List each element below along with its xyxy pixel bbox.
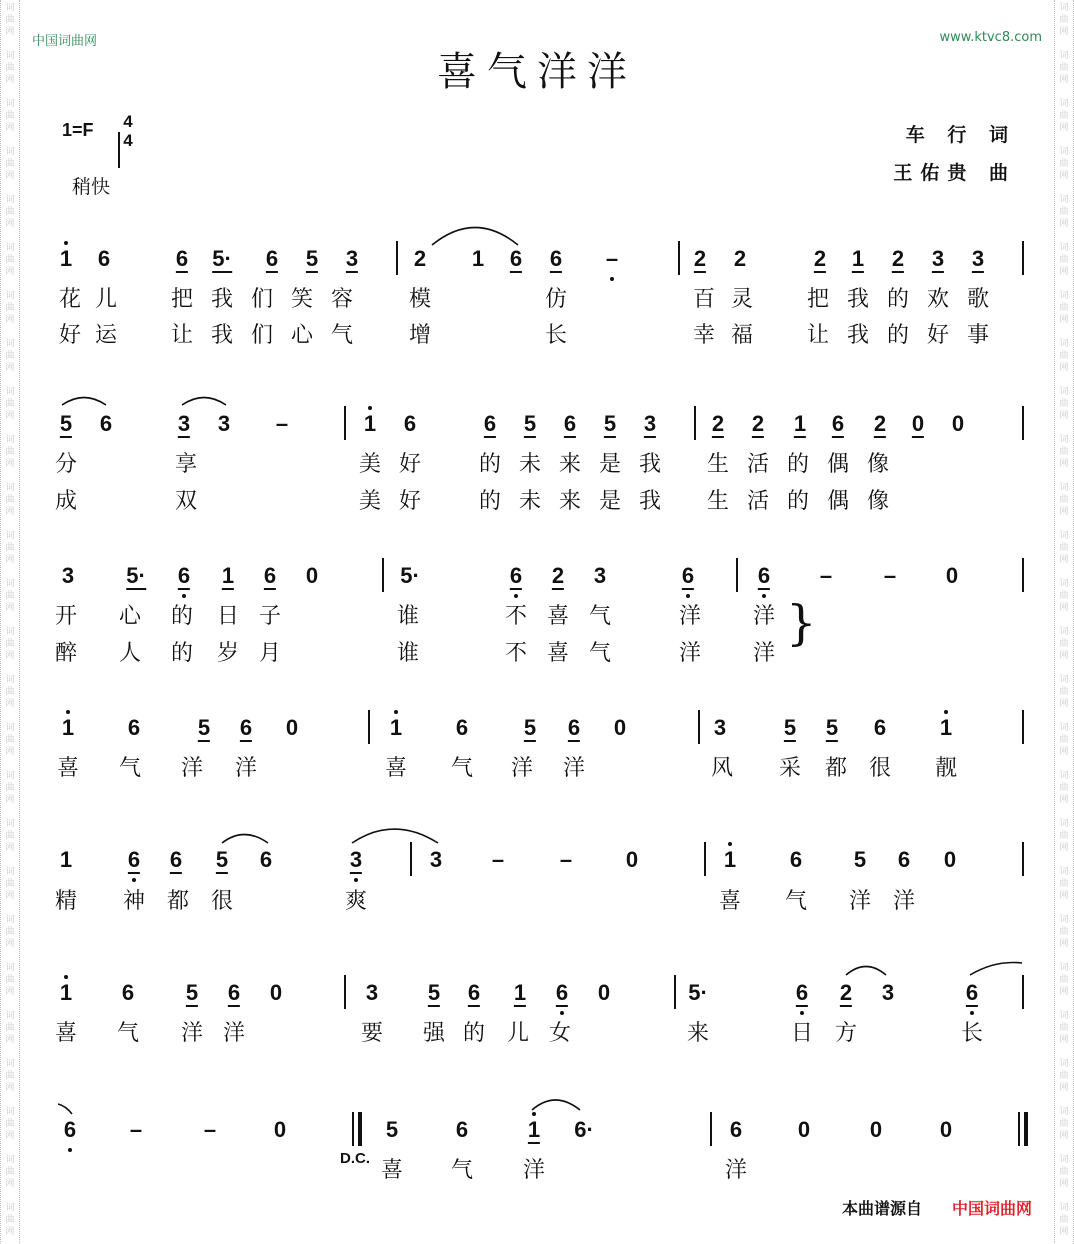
lyric: 像 bbox=[866, 452, 890, 477]
barline bbox=[704, 842, 706, 876]
verse-brace: } bbox=[786, 595, 817, 651]
footer-source-site[interactable]: 中国词曲网 bbox=[952, 1199, 1033, 1218]
slur bbox=[182, 398, 226, 406]
note: 1 bbox=[851, 246, 865, 271]
note: 3 bbox=[643, 411, 657, 436]
note: 6 bbox=[555, 980, 569, 1005]
note: 1 bbox=[389, 715, 403, 740]
note: 2 bbox=[813, 246, 827, 271]
note: 2 bbox=[751, 411, 765, 436]
lyric: 气 bbox=[588, 641, 612, 666]
lyricist-credit: 车 行 词 bbox=[905, 124, 1016, 146]
lyric: 偶 bbox=[826, 489, 850, 514]
note: 6 bbox=[177, 563, 191, 588]
barline bbox=[678, 241, 680, 275]
barline bbox=[698, 710, 700, 744]
note: 5 bbox=[185, 980, 199, 1005]
note: 3 bbox=[217, 411, 231, 436]
note: 5· bbox=[688, 980, 708, 1005]
lyric: 要 bbox=[360, 1021, 384, 1046]
note: 5 bbox=[825, 715, 839, 740]
lyric: 好 bbox=[398, 489, 422, 514]
note: 6 bbox=[795, 980, 809, 1005]
note: 1 bbox=[471, 246, 485, 271]
barline bbox=[710, 1112, 712, 1146]
note: 3 bbox=[177, 411, 191, 436]
barline bbox=[382, 558, 384, 592]
note: 0 bbox=[305, 563, 319, 588]
song-title: 喜气洋洋 bbox=[437, 49, 637, 95]
lyric: 像 bbox=[866, 489, 890, 514]
lyric: 精 bbox=[54, 889, 78, 914]
note: 6 bbox=[403, 411, 417, 436]
lyric: 好 bbox=[926, 323, 950, 348]
note: 5· bbox=[212, 246, 232, 271]
note: 1 bbox=[59, 246, 73, 271]
lyric: 偶 bbox=[826, 452, 850, 477]
lyric: 喜 bbox=[54, 1021, 78, 1046]
key-signature: 1=F bbox=[62, 120, 94, 140]
lyric: 是 bbox=[598, 452, 622, 477]
note: 0 bbox=[951, 411, 965, 436]
note: – bbox=[129, 1117, 143, 1142]
lyric: 我 bbox=[846, 323, 870, 348]
low-octave-dot bbox=[800, 1011, 804, 1015]
high-octave-dot bbox=[394, 710, 398, 714]
lyric: 把 bbox=[170, 287, 194, 312]
note: 2 bbox=[873, 411, 887, 436]
lyric: 幸 bbox=[692, 323, 716, 348]
note: 6 bbox=[127, 715, 141, 740]
lyric: 的 bbox=[170, 641, 194, 666]
lyric: 洋 bbox=[724, 1158, 748, 1183]
note: 6 bbox=[263, 563, 277, 588]
tempo-marking: 稍快 bbox=[72, 176, 111, 198]
low-octave-dot bbox=[560, 1011, 564, 1015]
lyric: 模 bbox=[408, 287, 432, 312]
lyric: 不 bbox=[504, 641, 528, 666]
lyric: 双 bbox=[174, 489, 198, 514]
note: 6 bbox=[509, 246, 523, 271]
lyric: 的 bbox=[478, 489, 502, 514]
lyric: 月 bbox=[258, 641, 282, 666]
note: 0 bbox=[939, 1117, 953, 1142]
lyric: 洋 bbox=[752, 641, 776, 666]
lyric: 未 bbox=[518, 489, 542, 514]
low-octave-dot bbox=[970, 1011, 974, 1015]
lyric: 长 bbox=[544, 323, 568, 348]
note: 1 bbox=[61, 715, 75, 740]
barline bbox=[694, 406, 696, 440]
lyric: 活 bbox=[746, 452, 770, 477]
note: 6 bbox=[455, 1117, 469, 1142]
low-octave-dot bbox=[182, 594, 186, 598]
lyric: 欢 bbox=[926, 287, 950, 312]
low-octave-dot bbox=[686, 594, 690, 598]
note: – bbox=[819, 563, 833, 588]
lyric: 洋 bbox=[222, 1021, 246, 1046]
barline bbox=[1022, 975, 1024, 1009]
lyric: 生 bbox=[706, 489, 730, 514]
note: 6 bbox=[757, 563, 771, 588]
note: – bbox=[605, 246, 619, 271]
barline bbox=[1022, 710, 1024, 744]
footer-source-label: 本曲谱源自 bbox=[842, 1199, 923, 1218]
lyric: 事 bbox=[966, 323, 990, 348]
lyric: 喜 bbox=[384, 756, 408, 781]
lyric: 好 bbox=[398, 452, 422, 477]
note: 2 bbox=[413, 246, 427, 271]
lyric: 喜 bbox=[718, 889, 742, 914]
lyric: 强 bbox=[422, 1021, 446, 1046]
note: 5 bbox=[853, 847, 867, 872]
lyric: 岁 bbox=[216, 641, 240, 666]
low-octave-dot bbox=[354, 878, 358, 882]
lyric: 歌 bbox=[966, 287, 990, 312]
note: 1 bbox=[221, 563, 235, 588]
note: 6 bbox=[121, 980, 135, 1005]
slur bbox=[352, 829, 438, 843]
note: 6 bbox=[97, 246, 111, 271]
lyric: 气 bbox=[118, 756, 142, 781]
lyric: 把 bbox=[806, 287, 830, 312]
composer-credit: 王佑贵 曲 bbox=[893, 162, 1016, 184]
note: 6 bbox=[455, 715, 469, 740]
note: 6 bbox=[897, 847, 911, 872]
note: 1 bbox=[513, 980, 527, 1005]
lyric: 享 bbox=[174, 452, 198, 477]
lyric: 美 bbox=[358, 452, 382, 477]
note: 0 bbox=[269, 980, 283, 1005]
lyric: 来 bbox=[686, 1021, 710, 1046]
lyric: 洋 bbox=[678, 641, 702, 666]
low-octave-dot bbox=[68, 1148, 72, 1152]
lyric: 神 bbox=[122, 889, 146, 914]
lyric: 洋 bbox=[234, 756, 258, 781]
high-octave-dot bbox=[944, 710, 948, 714]
note: 6 bbox=[99, 411, 113, 436]
note: 6 bbox=[681, 563, 695, 588]
note: 0 bbox=[597, 980, 611, 1005]
time-signature-bottom: 4 bbox=[123, 131, 133, 150]
lyric: 谁 bbox=[396, 604, 420, 629]
note: 2 bbox=[711, 411, 725, 436]
note: 5· bbox=[400, 563, 420, 588]
lyric: 笑 bbox=[290, 287, 314, 312]
lyric: 喜 bbox=[546, 604, 570, 629]
barline bbox=[674, 975, 676, 1009]
barline bbox=[368, 710, 370, 744]
note: 3 bbox=[881, 980, 895, 1005]
note: 0 bbox=[943, 847, 957, 872]
note: 6 bbox=[259, 847, 273, 872]
note: 3 bbox=[365, 980, 379, 1005]
lyric: 来 bbox=[558, 489, 582, 514]
lyric: 的 bbox=[886, 323, 910, 348]
note: 6· bbox=[574, 1117, 594, 1142]
lyric: 子 bbox=[258, 604, 282, 629]
high-octave-dot bbox=[64, 241, 68, 245]
high-octave-dot bbox=[66, 710, 70, 714]
note: 6 bbox=[549, 246, 563, 271]
note: 0 bbox=[625, 847, 639, 872]
lyric: 喜 bbox=[380, 1158, 404, 1183]
note: 5 bbox=[197, 715, 211, 740]
lyric: 洋 bbox=[848, 889, 872, 914]
lyric: 成 bbox=[54, 489, 78, 514]
note: – bbox=[275, 411, 289, 436]
double-barline bbox=[1018, 1112, 1028, 1146]
lyric: 很 bbox=[868, 756, 892, 781]
lyric: 心 bbox=[290, 323, 314, 348]
barline bbox=[1022, 842, 1024, 876]
lyric: 的 bbox=[786, 489, 810, 514]
lyric: 容 bbox=[330, 287, 354, 312]
note: 3 bbox=[61, 563, 75, 588]
note: 3 bbox=[713, 715, 727, 740]
low-octave-dot bbox=[610, 277, 614, 281]
right-watermark-strip: 词 曲 网 词 曲 网 词 曲 网 词 曲 网 词 曲 网 词 曲 网 词 曲 网 词 曲 网 词 曲 网 词 曲 网 词 曲 网 词 曲 网 词 曲 网 词 曲 网 词 曲 网 词 曲 网 词 曲 网 词 曲 网 词 曲 网 词 曲 网 词 曲 网 词 曲 网 词 曲 网 词 曲 网 词 曲 网 词 曲 网 bbox=[1054, 0, 1074, 1244]
lyric: 们 bbox=[250, 287, 274, 312]
lyric: 爽 bbox=[344, 889, 368, 914]
double-barline bbox=[352, 1112, 362, 1146]
lyric: 洋 bbox=[678, 604, 702, 629]
note: 5 bbox=[523, 715, 537, 740]
note: 5 bbox=[427, 980, 441, 1005]
note: – bbox=[491, 847, 505, 872]
note: 0 bbox=[869, 1117, 883, 1142]
note: 6 bbox=[265, 246, 279, 271]
note: 6 bbox=[467, 980, 481, 1005]
note: 1 bbox=[59, 980, 73, 1005]
barline bbox=[736, 558, 738, 592]
lyric: 是 bbox=[598, 489, 622, 514]
note: 6 bbox=[227, 980, 241, 1005]
lyric: 福 bbox=[730, 323, 754, 348]
note: 3 bbox=[971, 246, 985, 271]
lyric: 女 bbox=[548, 1021, 572, 1046]
note: 1 bbox=[363, 411, 377, 436]
lyric: 人 bbox=[118, 641, 142, 666]
note: 1 bbox=[59, 847, 73, 872]
note: 0 bbox=[945, 563, 959, 588]
note: 5 bbox=[305, 246, 319, 271]
high-octave-dot bbox=[728, 842, 732, 846]
slur bbox=[222, 835, 268, 844]
note: 3 bbox=[345, 246, 359, 271]
lyric: 喜 bbox=[56, 756, 80, 781]
note: 6 bbox=[789, 847, 803, 872]
lyric: 不 bbox=[504, 604, 528, 629]
lyric: 气 bbox=[330, 323, 354, 348]
lyric: 花 bbox=[58, 287, 82, 312]
lyric: 都 bbox=[166, 889, 190, 914]
lyric: 气 bbox=[450, 756, 474, 781]
lyric: 洋 bbox=[562, 756, 586, 781]
note: 5 bbox=[523, 411, 537, 436]
lyric: 风 bbox=[710, 756, 734, 781]
note: 5 bbox=[215, 847, 229, 872]
lyric: 的 bbox=[478, 452, 502, 477]
site-name-left[interactable]: 中国词曲网 bbox=[32, 34, 98, 49]
time-signature-top: 4 bbox=[123, 112, 133, 131]
lyric: 我 bbox=[846, 287, 870, 312]
low-octave-dot bbox=[132, 878, 136, 882]
lyric: 让 bbox=[806, 323, 830, 348]
lyric: 洋 bbox=[510, 756, 534, 781]
note: 0 bbox=[911, 411, 925, 436]
lyric: 的 bbox=[170, 604, 194, 629]
lyric: 的 bbox=[886, 287, 910, 312]
note: – bbox=[559, 847, 573, 872]
note: 5 bbox=[783, 715, 797, 740]
lyric: 气 bbox=[784, 889, 808, 914]
slur bbox=[970, 963, 1022, 976]
note: 0 bbox=[285, 715, 299, 740]
note: 5· bbox=[126, 563, 146, 588]
lyric: 仿 bbox=[544, 287, 568, 312]
lyric: 未 bbox=[518, 452, 542, 477]
dc-marking: D.C. bbox=[340, 1150, 370, 1167]
lyric: 洋 bbox=[752, 604, 776, 629]
lyric: 的 bbox=[786, 452, 810, 477]
note: 1 bbox=[939, 715, 953, 740]
slur bbox=[58, 1104, 72, 1114]
note: 2 bbox=[551, 563, 565, 588]
note: 3 bbox=[429, 847, 443, 872]
high-octave-dot bbox=[368, 406, 372, 410]
lyric: 美 bbox=[358, 489, 382, 514]
note: 6 bbox=[509, 563, 523, 588]
high-octave-dot bbox=[532, 1112, 536, 1116]
slur bbox=[532, 1100, 580, 1110]
note: 1 bbox=[723, 847, 737, 872]
note: 5 bbox=[603, 411, 617, 436]
note: – bbox=[203, 1117, 217, 1142]
note: 6 bbox=[831, 411, 845, 436]
barline bbox=[1022, 241, 1024, 275]
slur bbox=[432, 228, 518, 246]
note: 0 bbox=[273, 1117, 287, 1142]
note: 3 bbox=[931, 246, 945, 271]
lyric: 洋 bbox=[892, 889, 916, 914]
lyric: 我 bbox=[210, 287, 234, 312]
lyric: 靓 bbox=[934, 756, 958, 781]
lyric: 儿 bbox=[94, 287, 118, 312]
note: 1 bbox=[793, 411, 807, 436]
time-signature bbox=[118, 112, 138, 150]
lyric: 洋 bbox=[180, 1021, 204, 1046]
lyric: 好 bbox=[58, 323, 82, 348]
note: 6 bbox=[239, 715, 253, 740]
lyric: 气 bbox=[116, 1021, 140, 1046]
barline bbox=[410, 842, 412, 876]
left-watermark-strip: 词 曲 网 词 曲 网 词 曲 网 词 曲 网 词 曲 网 词 曲 网 词 曲 网 词 曲 网 词 曲 网 词 曲 网 词 曲 网 词 曲 网 词 曲 网 词 曲 网 词 曲 网 词 曲 网 词 曲 网 词 曲 网 词 曲 网 词 曲 网 词 曲 网 词 曲 网 词 曲 网 词 曲 网 词 曲 网 词 曲 网 bbox=[0, 0, 20, 1244]
note: 1 bbox=[527, 1117, 541, 1142]
slur bbox=[62, 398, 106, 406]
note: 6 bbox=[965, 980, 979, 1005]
note: 5 bbox=[59, 411, 73, 436]
lyric: 洋 bbox=[180, 756, 204, 781]
note: 6 bbox=[483, 411, 497, 436]
note: 0 bbox=[797, 1117, 811, 1142]
lyric: 很 bbox=[210, 889, 234, 914]
lyric: 喜 bbox=[546, 641, 570, 666]
lyric: 方 bbox=[834, 1021, 858, 1046]
lyric: 采 bbox=[778, 756, 802, 781]
lyric: 我 bbox=[638, 452, 662, 477]
lyric: 我 bbox=[638, 489, 662, 514]
note: 6 bbox=[567, 715, 581, 740]
lyric: 活 bbox=[746, 489, 770, 514]
lyric: 分 bbox=[54, 452, 78, 477]
low-octave-dot bbox=[762, 594, 766, 598]
barline bbox=[344, 975, 346, 1009]
lyric: 醉 bbox=[54, 641, 78, 666]
note: 2 bbox=[693, 246, 707, 271]
lyric: 们 bbox=[250, 323, 274, 348]
lyric: 长 bbox=[960, 1021, 984, 1046]
lyric: 灵 bbox=[730, 287, 754, 312]
barline bbox=[1022, 406, 1024, 440]
slur bbox=[846, 967, 886, 976]
lyric: 让 bbox=[170, 323, 194, 348]
lyric: 开 bbox=[54, 604, 78, 629]
lyric: 谁 bbox=[396, 641, 420, 666]
lyric: 来 bbox=[558, 452, 582, 477]
site-url-right[interactable]: www.ktvc8.com bbox=[939, 30, 1042, 45]
note: 2 bbox=[891, 246, 905, 271]
note: 2 bbox=[839, 980, 853, 1005]
note: 6 bbox=[63, 1117, 77, 1142]
lyric: 增 bbox=[408, 323, 432, 348]
note: 6 bbox=[563, 411, 577, 436]
note: 5 bbox=[385, 1117, 399, 1142]
note: 6 bbox=[175, 246, 189, 271]
lyric: 日 bbox=[216, 604, 240, 629]
lyric: 日 bbox=[790, 1021, 814, 1046]
lyric: 儿 bbox=[506, 1021, 530, 1046]
low-octave-dot bbox=[514, 594, 518, 598]
note: 2 bbox=[733, 246, 747, 271]
lyric: 的 bbox=[462, 1021, 486, 1046]
lyric: 心 bbox=[118, 604, 142, 629]
barline bbox=[344, 406, 346, 440]
lyric: 百 bbox=[692, 287, 716, 312]
note: – bbox=[883, 563, 897, 588]
note: 6 bbox=[127, 847, 141, 872]
note: 3 bbox=[349, 847, 363, 872]
lyric: 生 bbox=[706, 452, 730, 477]
note: 6 bbox=[873, 715, 887, 740]
barline bbox=[1022, 558, 1024, 592]
lyric: 洋 bbox=[522, 1158, 546, 1183]
lyric: 我 bbox=[210, 323, 234, 348]
note: 0 bbox=[613, 715, 627, 740]
lyric: 气 bbox=[588, 604, 612, 629]
note: 3 bbox=[593, 563, 607, 588]
note: 6 bbox=[169, 847, 183, 872]
high-octave-dot bbox=[64, 975, 68, 979]
note: 6 bbox=[729, 1117, 743, 1142]
lyric: 气 bbox=[450, 1158, 474, 1183]
barline bbox=[396, 241, 398, 275]
lyric: 运 bbox=[94, 323, 118, 348]
lyric: 都 bbox=[824, 756, 848, 781]
